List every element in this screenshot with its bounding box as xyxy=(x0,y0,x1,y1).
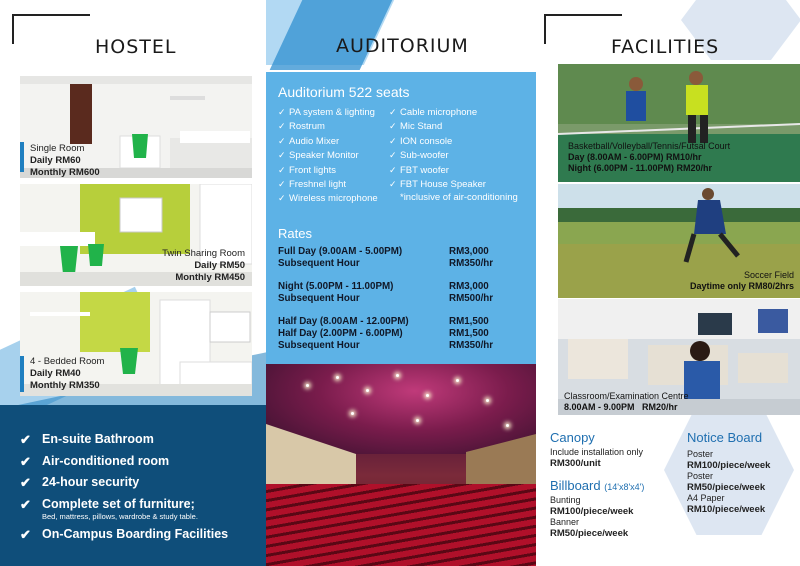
check-icon: ✓ xyxy=(389,164,397,175)
ceiling-light xyxy=(351,412,354,415)
list-item xyxy=(20,527,228,549)
rate-value: RM1,500 xyxy=(449,316,489,327)
billboard-title xyxy=(550,478,644,493)
check-icon: ✓ xyxy=(389,121,397,132)
equipment-label: Cable microphone xyxy=(400,107,478,118)
rate-label: Subsequent Hour xyxy=(278,340,360,351)
room-monthly-price: Monthly RM350 xyxy=(30,380,100,391)
equipment-label: Speaker Monitor xyxy=(289,150,359,162)
ceiling-light xyxy=(336,376,339,379)
check-icon: ✓ xyxy=(278,164,286,175)
list-item xyxy=(278,134,378,148)
soccer-field-photo xyxy=(558,184,800,298)
room-name: Twin Sharing Room xyxy=(162,248,245,259)
canopy-info xyxy=(550,447,643,469)
facilities-panel xyxy=(536,0,800,566)
feature-label: On-Campus Boarding Facilities xyxy=(42,526,229,541)
ceiling-light xyxy=(506,424,509,427)
rate-label: Subsequent Hour xyxy=(278,258,360,269)
list-item xyxy=(278,119,378,133)
hall-seats xyxy=(266,484,536,566)
room-caption xyxy=(140,248,245,284)
list-item xyxy=(278,105,378,119)
rate-label: Half Day (8.00AM - 12.00PM) xyxy=(278,316,409,327)
rate-value: RM3,000 xyxy=(449,246,489,257)
rate-value: RM500/hr xyxy=(449,293,494,304)
title-bracket xyxy=(12,14,90,44)
rate-row xyxy=(278,328,524,340)
classroom-rate: 8.00AM - 9.00PM RM20/hr xyxy=(564,402,678,412)
check-icon: ✓ xyxy=(389,150,397,161)
a4-label: A4 Paper xyxy=(687,493,725,503)
auditorium-title: AUDITORIUM xyxy=(336,35,469,57)
list-item xyxy=(389,148,518,162)
rate-value: RM350/hr xyxy=(449,258,494,269)
check-icon: ✓ xyxy=(278,135,286,146)
ceiling-light xyxy=(416,419,419,422)
poster-price: RM100/piece/week xyxy=(687,460,771,471)
list-item xyxy=(278,163,378,177)
check-icon: ✔ xyxy=(20,496,31,512)
hostel-features-list xyxy=(20,432,228,548)
auditorium-hall-photo xyxy=(266,364,536,566)
classroom-name: Classroom/Examination Centre xyxy=(564,391,689,401)
court-photo xyxy=(558,64,800,182)
list-item xyxy=(278,148,378,162)
poster-label: Poster xyxy=(687,449,714,459)
banner-label: Banner xyxy=(550,517,580,527)
list-item xyxy=(20,475,228,497)
court-day-rate: Day (8.00AM - 6.00PM) RM10/hr xyxy=(568,152,702,162)
list-item xyxy=(20,432,228,454)
feature-label: 24-hour security xyxy=(42,475,140,489)
facilities-title: FACILITIES xyxy=(611,36,720,58)
single-room-photo xyxy=(20,76,252,178)
list-item xyxy=(389,177,518,191)
rate-row xyxy=(278,258,524,270)
room-name: Single Room xyxy=(30,143,85,154)
aircon-note: *inclusive of air-conditioning xyxy=(400,192,518,204)
field-name: Soccer Field xyxy=(743,270,794,280)
court-night-rate: Night (6.00PM - 11.00PM) RM20/hr xyxy=(568,163,713,173)
equipment-list-right xyxy=(389,105,518,206)
check-icon: ✓ xyxy=(278,193,286,204)
rate-row xyxy=(278,281,524,293)
equipment-label: FBT House Speaker xyxy=(400,178,486,190)
room-name: 4 - Bedded Room xyxy=(30,356,105,367)
list-item xyxy=(389,105,518,119)
auditorium-panel xyxy=(266,0,536,566)
feature-label: En-suite Bathroom xyxy=(42,432,154,446)
court-name: Basketball/Volleyball/Tennis/Futsal Court xyxy=(568,141,731,151)
list-item xyxy=(20,497,228,527)
list-item xyxy=(389,191,518,205)
equipment-label: Sub-woofer xyxy=(400,150,449,162)
rates-table xyxy=(278,246,524,352)
banner-price: RM50/piece/week xyxy=(550,528,629,539)
rate-row xyxy=(278,246,524,258)
accent-bar xyxy=(20,356,24,392)
court-caption xyxy=(568,141,730,174)
feature-sublabel: Bed, mattress, pillows, wardrobe & study table. xyxy=(42,511,198,521)
rates-title: Rates xyxy=(278,226,312,241)
billboard-title-text: Billboard xyxy=(550,478,601,493)
poster-label: Poster xyxy=(687,471,714,481)
hostel-panel xyxy=(0,0,266,566)
list-item xyxy=(389,134,518,148)
list-item xyxy=(389,163,518,177)
hostel-title: HOSTEL xyxy=(95,36,177,58)
rate-row xyxy=(278,293,524,305)
equipment-label: Audio Mixer xyxy=(289,135,340,147)
rate-label: Subsequent Hour xyxy=(278,293,360,304)
check-icon: ✔ xyxy=(20,475,31,490)
room-caption xyxy=(30,356,104,392)
rate-row xyxy=(278,316,524,328)
check-icon: ✓ xyxy=(389,107,397,117)
check-icon: ✔ xyxy=(20,453,31,469)
equipment-label: Freshnel light xyxy=(289,178,347,190)
equipment-label: Mic Stand xyxy=(400,121,443,133)
list-item xyxy=(278,191,378,205)
ceiling-light xyxy=(456,379,459,382)
room-daily-price: Daily RM60 xyxy=(30,155,81,166)
equipment-label: PA system & lighting xyxy=(289,107,375,118)
check-icon: ✓ xyxy=(278,150,286,161)
check-icon: ✔ xyxy=(20,526,31,542)
check-icon: ✔ xyxy=(20,432,31,447)
rate-row xyxy=(278,340,524,352)
rate-value: RM1,500 xyxy=(449,328,489,339)
list-item xyxy=(20,454,228,476)
room-caption xyxy=(30,143,100,179)
billboard-size: (14'x8'x4') xyxy=(604,482,645,492)
accent-bar xyxy=(20,142,24,172)
equipment-label: Front lights xyxy=(289,164,336,176)
check-icon: ✓ xyxy=(278,121,286,132)
ceiling-light xyxy=(396,374,399,377)
classroom-caption xyxy=(564,391,689,413)
check-icon: ✓ xyxy=(278,107,286,117)
billboard-info xyxy=(550,495,633,539)
room-daily-price: Daily RM50 xyxy=(194,260,245,271)
a4-price: RM10/piece/week xyxy=(687,504,766,515)
equipment-list-left xyxy=(278,105,378,206)
four-bedded-room-photo xyxy=(20,292,252,396)
canopy-price: RM300/unit xyxy=(550,458,601,469)
check-icon: ✓ xyxy=(278,178,286,189)
room-monthly-price: Monthly RM450 xyxy=(175,272,245,283)
canopy-title: Canopy xyxy=(550,430,595,445)
poster-price: RM50/piece/week xyxy=(687,482,766,493)
rate-label: Half Day (2.00PM - 6.00PM) xyxy=(278,328,403,339)
ceiling-light xyxy=(486,399,489,402)
auditorium-seats: Auditorium 522 seats xyxy=(278,84,410,100)
canopy-desc: Include installation only xyxy=(550,447,644,457)
room-daily-price: Daily RM40 xyxy=(30,368,81,379)
equipment-label: Rostrum xyxy=(289,121,325,133)
feature-label: Air-conditioned room xyxy=(42,453,170,468)
check-icon: ✓ xyxy=(389,135,397,146)
list-item xyxy=(278,177,378,191)
ceiling-light xyxy=(366,389,369,392)
notice-board-info xyxy=(687,449,770,515)
classroom-photo xyxy=(558,299,800,415)
bunting-label: Bunting xyxy=(550,495,581,505)
equipment-label: Wireless microphone xyxy=(289,193,378,205)
bunting-price: RM100/piece/week xyxy=(550,506,634,517)
check-icon: ✓ xyxy=(389,178,397,189)
rate-label: Full Day (9.00AM - 5.00PM) xyxy=(278,246,403,257)
twin-room-photo xyxy=(20,184,252,286)
rate-value: RM3,000 xyxy=(449,281,489,292)
feature-label: Complete set of furniture; xyxy=(42,496,195,511)
field-rate: Daytime only RM80/2hrs xyxy=(689,281,794,291)
equipment-label: ION console xyxy=(400,135,453,147)
notice-board-title: Notice Board xyxy=(687,430,763,445)
ceiling-light xyxy=(426,394,429,397)
list-item xyxy=(389,119,518,133)
field-caption xyxy=(618,270,794,292)
equipment-label: FBT woofer xyxy=(400,164,449,176)
ceiling-light xyxy=(306,384,309,387)
room-monthly-price: Monthly RM600 xyxy=(30,167,100,178)
rate-label: Night (5.00PM - 11.00PM) xyxy=(278,281,394,292)
rate-value: RM350/hr xyxy=(449,340,494,351)
